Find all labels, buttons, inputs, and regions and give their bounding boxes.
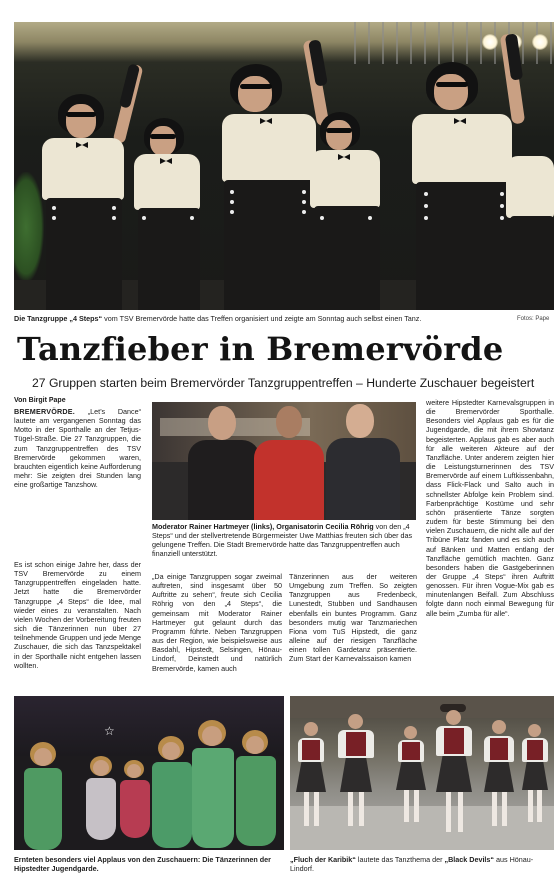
- subheadline: 27 Gruppen starten beim Bremervörder Tanzgruppentreffen – Hunderte Zuschauer begeistert: [32, 376, 535, 390]
- dateline: BREMERVÖRDE.: [14, 407, 75, 416]
- photo-credit: Fotos: Pape: [517, 316, 550, 322]
- caption-text: vom TSV Bremervörde hatte das Treffen organisiert und zeigte am Sonntag auch selbst einen Tanz.: [102, 314, 422, 323]
- lead-text: „Let’s Dance“ lautete am vergangenen Sonntag das Motto in der Sporthalle an der Tetjus-Tügel-Straße. Die 27 Tanzgruppen, die zum Tanzgruppentreffen des TSV Bremervörde gekommen waren, brauchten eigentlich keine Aufforderung mehr: Sie zeigten drei Stunden lang eine großartige Tanzshow.: [14, 407, 141, 490]
- hall-floor: [290, 806, 554, 850]
- caption-text: lautete das Tanzthema der: [355, 855, 445, 864]
- article-column-4: [426, 398, 554, 618]
- stage-truss: [354, 22, 554, 64]
- caption-text: aus Hönau-Lindorf.: [290, 855, 534, 873]
- bottom-right-caption: [290, 855, 554, 873]
- article-column-1: [14, 560, 141, 670]
- stage-light: [532, 34, 548, 50]
- middle-photo-caption: [152, 522, 416, 558]
- caption-part: Moderator Rainer Hartmeyer (links),: [152, 522, 277, 531]
- caption-group-name: Die Tanzgruppe „4 Steps“: [14, 314, 103, 323]
- plant: [14, 172, 44, 282]
- bottom-left-photo-youth-guard: [14, 696, 284, 850]
- article-column-2: [152, 572, 282, 673]
- middle-photo-organizers: [152, 402, 416, 520]
- paragraph: „Da einige Tanzgruppen sogar zweimal auftreten, sind insgesamt über 50 Auftritte zu sehen“, freute sich Cecilia Röhrig von den „4 Steps“, die gemeinsam mit Moderator Rainer Hartmeyer gut gelaunt durch das Programm führte. Neben Tanzgruppen aus der Region, wie beispielsweise aus Basdahl, Hipstedt, Selsingen, Hönau-Lindorf, Deinstedt und natürlich Bremervörde, kamen auch: [152, 572, 282, 673]
- article-column-3: [289, 572, 417, 664]
- bottom-left-caption: Ernteten besonders viel Applaus von den Zuschauern: Die Tänzerinnen der Hipstedter Jugendgarde.: [14, 855, 271, 873]
- paragraph: Tänzerinnen aus der weiteren Umgebung zum Treffen. So zeigten Tanzgruppen aus Fredenbeck, Lunestedt, Stubben und Sandhausen ebenfalls ein buntes Programm. Ganz besonders mutig war Tanzmariechen Fiona vom TuS Hipstedt, die ganz alleine auf der riesigen Tanzfläche einen tollen Gardetanz präsentierte. Zum Start der Karnevalssaison kamen: [289, 572, 417, 664]
- top-photo-caption: [14, 314, 494, 323]
- headline: Tanzfieber in Bremervörde: [17, 330, 504, 368]
- star-decoration: ☆: [104, 724, 115, 738]
- drape: [290, 696, 554, 718]
- paragraph: weitere Hipstedter Karnevalsgruppen in die Bremervörder Sporthalle. Besonders viel Applaus gab es für die Jugendgarde, die mit ihrem Showtanz begeisterten. Applaus gab es aber auch für alle weiteren Akteure auf der Tanzfläche. Unter anderem zeigten hier die Leistungsturnerinnen des TSV Bremervörde auf einem Luftkissenbahn, dass Flick-Flack und Salto auch in schnellster Abfolge kein Problem sind. Farbenprächtige Kostüme und sehr schön präsentierte Tänze sorgten zudem für beste Stimmung bei den vielen Zuschauern, die nicht alle auf der Tribüne Platz fanden und es sich auch auf Bänken und Matten entlang der Tanzfläche gemütlich machten. Ganz besonders haben die Gastgeberinnen der Gruppe „4 Steps“ ihren Auftritt genossen. Für ihren Vogue-Mix gab es minutenlangen Beifall. Zum Abschluss folgte dann noch einmal Bewegung für alle beim „Zumba für alle“.: [426, 398, 554, 618]
- caption-part: von den „4 Steps“ und der stellvertretende Bürgermeister Uwe Matthias freuten sich über das gelungene Treffen. Die Stadt Bremervörde hatte das Tanzgruppentreffen auch finanziell unterstützt.: [152, 522, 413, 559]
- bottom-right-photo-black-devils: [290, 696, 554, 850]
- caption-organizer: Organisatorin Cecilia Röhrig: [276, 522, 374, 531]
- stage-light: [482, 34, 498, 50]
- author-byline: Von Birgit Pape: [14, 397, 66, 404]
- lead-paragraph: [14, 407, 141, 489]
- caption-group-name: „Black Devils“: [444, 855, 495, 864]
- caption-theme: „Fluch der Karibik“: [290, 855, 356, 864]
- top-photo-dance-group: [14, 22, 554, 310]
- paragraph: Es ist schon einige Jahre her, dass der TSV Bremervörde zu einem Tanzgruppentreffen eingeladen hatte. Jetzt hatte die Bremervörder Tanzgruppe „4 Steps“ die Idee, mal wieder eines zu veranstalten. Nach vielen Wochen der Vorbereitung freuten sich die Tänzerinnen nun über 27 teilnehmende Gruppen und jede Menge Zuschauer, die sich das Tanzspektakel in der Sporthalle nicht entgehen lassen wollten.: [14, 560, 141, 670]
